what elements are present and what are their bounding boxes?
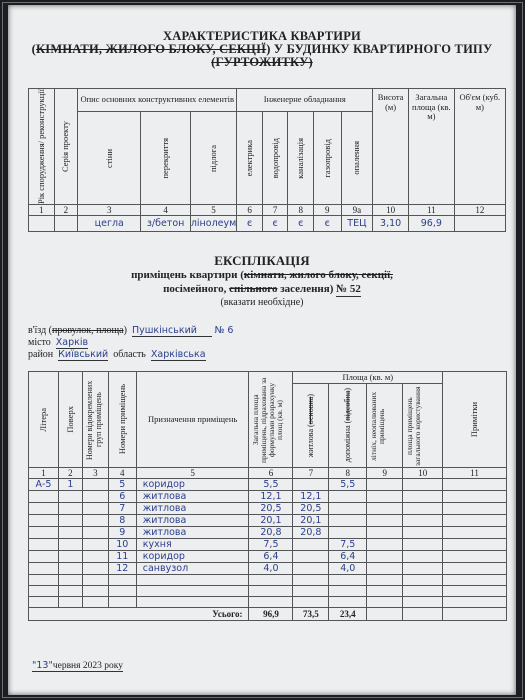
city-value: Харків xyxy=(55,337,89,348)
cell-room: 12 xyxy=(108,563,136,575)
table-row xyxy=(29,479,507,491)
header-year: Рік спорудження/ реконструкції xyxy=(29,89,55,205)
cell-total: 6,4 xyxy=(249,551,293,563)
address-city-line: місто Харків xyxy=(28,337,89,348)
header-litera: Літера xyxy=(29,372,59,468)
header-summer: літніх, неопалюваних приміщень xyxy=(367,384,403,468)
cell-floor xyxy=(58,515,82,527)
cell-floor: 1 xyxy=(58,479,82,491)
cell-room: 9 xyxy=(108,527,136,539)
cell-living: 20,5 xyxy=(293,503,329,515)
header-walls: стіни xyxy=(78,112,141,205)
cell-living xyxy=(293,479,329,491)
cell-lit xyxy=(29,551,59,563)
cell-living xyxy=(293,551,329,563)
header-electric: електрика xyxy=(237,112,263,205)
cell-purpose: коридор xyxy=(136,551,249,563)
cell-room: 7 xyxy=(108,503,136,515)
header-engineering: Інженерне обладнання xyxy=(237,89,373,112)
cell-aux: 4,0 xyxy=(329,563,367,575)
cell-aux xyxy=(329,515,367,527)
cell-purpose: коридор xyxy=(136,479,249,491)
cell-floor xyxy=(58,491,82,503)
total-all: 96,9 xyxy=(249,608,293,621)
cell-lit xyxy=(29,539,59,551)
room-rows xyxy=(29,479,507,575)
table-row xyxy=(29,527,507,539)
header-volume: Об'єм (куб. м) xyxy=(454,89,505,205)
header-total-area: Загальна площа (кв. м) xyxy=(408,89,454,205)
address-block xyxy=(28,325,233,361)
cell-lit xyxy=(29,515,59,527)
cell-floor xyxy=(58,539,82,551)
cell-total: 5,5 xyxy=(249,479,293,491)
cell-room: 10 xyxy=(108,539,136,551)
cell-total: 20,1 xyxy=(249,515,293,527)
cell-total: 12,1 xyxy=(249,491,293,503)
explication-line-2: приміщень квартири (кімнати, жилого блоку, секції, xyxy=(131,269,393,281)
cell-purpose: житлова xyxy=(136,515,249,527)
rooms-table xyxy=(28,371,507,621)
cell-living xyxy=(293,539,329,551)
top-title-line-1: ХАРАКТЕРИСТИКА КВАРТИРИ xyxy=(163,29,361,43)
top-title-line-3: (ГУРТОЖИТКУ) xyxy=(211,55,313,69)
table-row xyxy=(29,491,507,503)
rooms-column-numbers: 1 2 3 4 5 6 7 8 9 10 11 xyxy=(29,468,507,479)
header-purpose: Призначення приміщень xyxy=(136,372,249,468)
explication-line-3: посімейного, спільного заселення) № 52 xyxy=(163,283,361,295)
cell-aux xyxy=(329,491,367,503)
cell-room: 8 xyxy=(108,515,136,527)
table-row xyxy=(29,539,507,551)
header-heating: опалення xyxy=(341,112,373,205)
header-height: Висота (м) xyxy=(373,89,409,205)
header-floor-level: Поверх xyxy=(58,372,82,468)
header-room-numbers: Номери приміщень xyxy=(108,372,136,468)
cell-aux: 6,4 xyxy=(329,551,367,563)
cell-floor xyxy=(58,563,82,575)
characteristics-table xyxy=(28,88,506,232)
cell-aux: 7,5 xyxy=(329,539,367,551)
top-title-line-2: (КІМНАТИ, ЖИЛОГО БЛОКУ, СЕКЦІЇ) У БУДИНКУ КВАРТИРНОГО ТИПУ xyxy=(31,42,493,56)
cell-aux xyxy=(329,527,367,539)
top-title xyxy=(8,30,516,69)
cell-living: 20,1 xyxy=(293,515,329,527)
cell-living: 12,1 xyxy=(293,491,329,503)
cell-lit xyxy=(29,527,59,539)
cell-aux: 5,5 xyxy=(329,479,367,491)
cell-total: 20,5 xyxy=(249,503,293,515)
header-aux: допоміжна (підсобна) xyxy=(329,384,367,468)
header-overlap: перекриття xyxy=(141,112,190,205)
header-groups: Номери відокремлених груп приміщень xyxy=(82,372,108,468)
cell-room: 11 xyxy=(108,551,136,563)
totals-row xyxy=(29,608,507,621)
explication-heading xyxy=(8,253,516,309)
total-label: Усього: xyxy=(29,608,249,621)
table-row xyxy=(29,515,507,527)
cell-floor xyxy=(58,503,82,515)
header-structures: Опис основних конструктивних елементів xyxy=(78,89,237,112)
cell-living xyxy=(293,563,329,575)
cell-purpose: житлова xyxy=(136,491,249,503)
header-series: Серія проекту xyxy=(54,89,78,205)
table-row xyxy=(29,551,507,563)
header-common: площа приміщень загального користування xyxy=(403,384,443,468)
cell-lit xyxy=(29,503,59,515)
characteristics-values-row: цегла з/бетон лінолеум є є є є ТЕЦ 3,10 96,9 xyxy=(29,216,506,232)
header-water: водопровід xyxy=(262,112,288,205)
cell-lit: А-5 xyxy=(29,479,59,491)
address-district-line: район Київський область Харківська xyxy=(28,349,206,360)
document-date: "13"червня 2023 року xyxy=(32,660,123,671)
document-sheet xyxy=(8,5,516,695)
explication-title: ЕКСПЛІКАЦІЯ xyxy=(214,253,310,268)
header-living: житлова (основна) xyxy=(293,384,329,468)
header-total-room-area: Загальна площа приміщень, підрахована за формулами розрахунку площ (кв. м) xyxy=(249,372,293,468)
district-value: Київський xyxy=(58,349,109,360)
column-numbers-row: 1 2 3 4 5 6 7 8 9 9а 10 11 12 xyxy=(29,205,506,216)
total-aux: 23,4 xyxy=(329,608,367,621)
table-row xyxy=(29,503,507,515)
cell-room: 6 xyxy=(108,491,136,503)
header-notes: Примітки xyxy=(443,372,507,468)
header-floor: підлога xyxy=(190,112,236,205)
cell-purpose: санвузол xyxy=(136,563,249,575)
cell-floor xyxy=(58,551,82,563)
cell-total: 7,5 xyxy=(249,539,293,551)
cell-purpose: житлова xyxy=(136,527,249,539)
address-street-line: в'їзд (провулок, площа) Пушкінський № 6 xyxy=(28,325,234,336)
table-row xyxy=(29,563,507,575)
cell-living: 20,8 xyxy=(293,527,329,539)
cell-total: 20,8 xyxy=(249,527,293,539)
house-value: № 6 xyxy=(214,325,234,336)
cell-floor xyxy=(58,527,82,539)
street-value: Пушкінський xyxy=(132,325,212,337)
header-gas: газопровід xyxy=(314,112,342,205)
explication-note: (вказати необхідне) xyxy=(220,297,304,308)
cell-total: 4,0 xyxy=(249,563,293,575)
cell-lit xyxy=(29,563,59,575)
cell-purpose: житлова xyxy=(136,503,249,515)
cell-aux xyxy=(329,503,367,515)
region-value: Харківська xyxy=(150,349,206,360)
header-sewer: каналізація xyxy=(288,112,314,205)
header-area-group: Площа (кв. м) xyxy=(293,372,443,384)
total-living: 73,5 xyxy=(293,608,329,621)
cell-lit xyxy=(29,491,59,503)
cell-room: 5 xyxy=(108,479,136,491)
cell-purpose: кухня xyxy=(136,539,249,551)
